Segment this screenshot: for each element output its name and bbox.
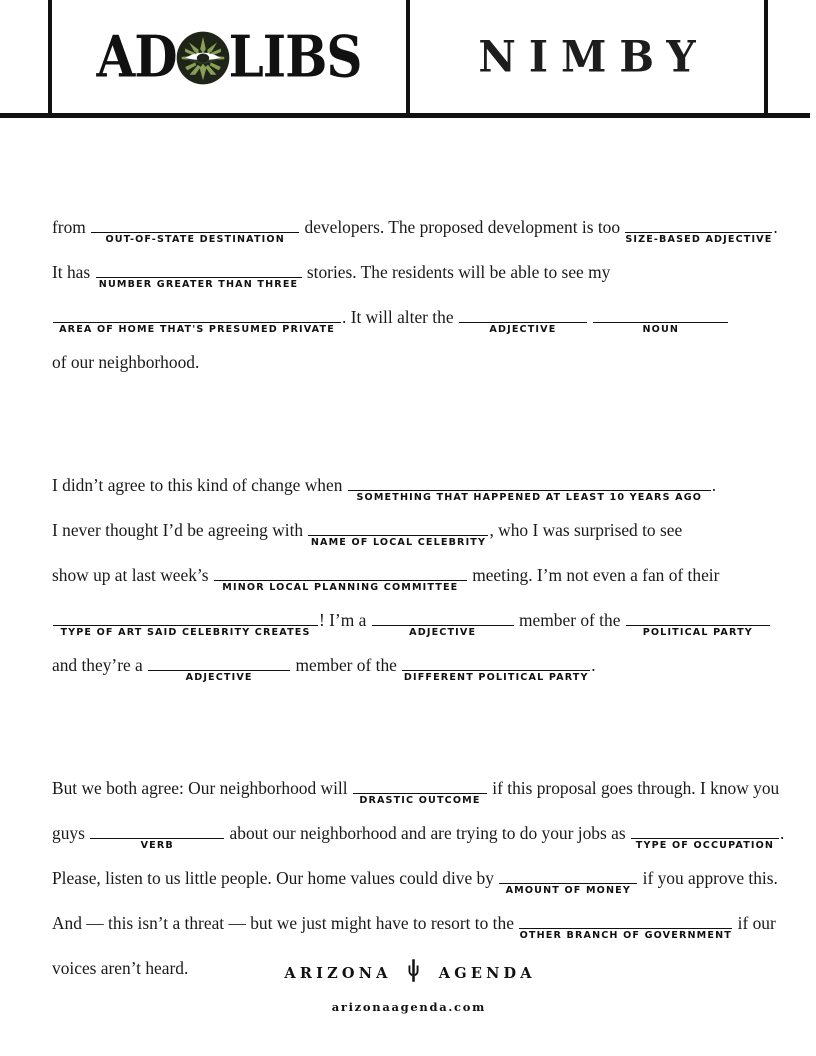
static-text: But we both agree: Our neighborhood will: [52, 778, 352, 798]
adolibs-logo-text-left: AD: [96, 22, 177, 90]
paragraph-1: [0, 116, 816, 385]
cactus-eye-emblem-icon: [175, 30, 231, 86]
fill-in-blank[interactable]: [96, 258, 302, 290]
static-text: It has: [52, 262, 95, 282]
footer-word-left: ARIZONA: [284, 964, 392, 982]
blank-label: DIFFERENT POLITICAL PARTY: [403, 672, 589, 683]
fill-in-blank[interactable]: [499, 864, 637, 896]
static-text: .: [591, 655, 596, 675]
text-line: [52, 475, 717, 503]
text-line: [52, 778, 780, 806]
static-text: member of the: [514, 610, 625, 630]
static-text: And — this isn’t a threat — but we just might have to resort to the: [52, 913, 519, 933]
static-text: developers. The proposed development is too: [300, 217, 625, 237]
fill-in-blank[interactable]: [625, 213, 773, 245]
blank-label: TYPE OF OCCUPATION: [635, 840, 775, 851]
static-text: meeting. I’m not even a fan of their: [467, 565, 720, 585]
blank-label: ADJECTIVE: [185, 672, 253, 683]
fill-in-blank[interactable]: [631, 819, 779, 851]
text-line: [52, 655, 596, 683]
worksheet-title: [410, 0, 764, 113]
page-title: NIMBY: [478, 31, 709, 82]
blank-label: NOUN: [642, 324, 680, 335]
blank-label: SIZE-BASED ADJECTIVE: [625, 234, 773, 245]
fill-in-blank[interactable]: [519, 909, 732, 941]
fill-in-blank[interactable]: [308, 516, 488, 548]
blank-label: SOMETHING THAT HAPPENED AT LEAST 10 YEARS AGO: [356, 492, 703, 503]
fill-in-blank[interactable]: [593, 303, 728, 335]
blank-label: OUT-OF-STATE DESTINATION: [105, 234, 285, 245]
static-text: I didn’t agree to this kind of change when: [52, 475, 347, 495]
text-line: [52, 913, 776, 941]
static-text: of our neighborhood.: [52, 352, 200, 372]
blank-label: AREA OF HOME THAT'S PRESUMED PRIVATE: [59, 324, 335, 335]
fill-in-blank[interactable]: [53, 303, 341, 335]
blank-label: AMOUNT OF MONEY: [505, 885, 631, 896]
blank-label: MINOR LOCAL PLANNING COMMITTEE: [222, 582, 459, 593]
text-line: [52, 217, 778, 245]
static-text: if our: [733, 913, 776, 933]
page-header: [0, 0, 816, 116]
blank-label: OTHER BRANCH OF GOVERNMENT: [519, 930, 732, 941]
static-text: voices aren’t heard.: [52, 958, 189, 978]
text-line: [52, 868, 778, 896]
text-line: [52, 610, 771, 638]
static-text: about our neighborhood and are trying to do your jobs as: [225, 823, 630, 843]
blank-label: NAME OF LOCAL CELEBRITY: [310, 537, 487, 548]
blank-label: ADJECTIVE: [409, 627, 477, 638]
static-text: if you approve this.: [638, 868, 778, 888]
saguaro-cactus-icon: [406, 958, 421, 988]
fill-in-blank[interactable]: [372, 606, 514, 638]
static-text: .: [773, 217, 778, 237]
text-line: [52, 520, 683, 548]
footer-website-url: arizonaagenda.com: [331, 1000, 486, 1014]
page-footer: [0, 958, 816, 1014]
adolibs-logo: [52, 0, 406, 113]
fill-in-blank[interactable]: [626, 606, 770, 638]
footer-word-right: AGENDA: [438, 964, 536, 982]
text-line: [52, 352, 199, 372]
paragraph-3: [0, 688, 816, 991]
blank-label: DRASTIC OUTCOME: [359, 795, 481, 806]
text-line: [52, 565, 720, 593]
static-text: I never thought I’d be agreeing with: [52, 520, 308, 540]
static-text: .: [711, 475, 717, 495]
fill-in-blank[interactable]: [90, 819, 224, 851]
madlib-body: [0, 116, 816, 991]
fill-in-blank[interactable]: [148, 651, 290, 683]
fill-in-blank[interactable]: [402, 651, 590, 683]
static-text: and they’re a: [52, 655, 148, 675]
fill-in-blank[interactable]: [353, 774, 487, 806]
paragraph-2: [0, 385, 816, 688]
fill-in-blank[interactable]: [53, 606, 318, 638]
blank-label: POLITICAL PARTY: [642, 627, 753, 638]
fill-in-blank[interactable]: [459, 303, 587, 335]
static-text: if this proposal goes through. I know you: [487, 778, 780, 798]
blank-label: VERB: [140, 840, 174, 851]
static-text: ! I’m a: [319, 610, 371, 630]
static-text: . It will alter the: [342, 307, 458, 327]
static-text: stories. The residents will be able to see my: [302, 262, 611, 282]
text-line: [52, 262, 611, 290]
static-text: show up at last week’s: [52, 565, 213, 585]
header-divider-right: [764, 0, 768, 113]
adolibs-logo-text-right: LIBS: [228, 22, 362, 90]
blank-label: NUMBER GREATER THAN THREE: [98, 279, 299, 290]
static-text: Please, listen to us little people. Our home values could dive by: [52, 868, 499, 888]
static-text: member of the: [291, 655, 402, 675]
text-line: [52, 823, 785, 851]
static-text: .: [779, 823, 785, 843]
blank-label: ADJECTIVE: [489, 324, 557, 335]
fill-in-blank[interactable]: [348, 471, 711, 503]
static-text: [588, 307, 592, 327]
fill-in-blank[interactable]: [214, 561, 467, 593]
static-text: from: [52, 217, 91, 237]
text-line: [52, 307, 729, 335]
blank-label: TYPE OF ART SAID CELEBRITY CREATES: [60, 627, 311, 638]
fill-in-blank[interactable]: [91, 213, 299, 245]
static-text: , who I was surprised to see: [489, 520, 683, 540]
arizona-agenda-logo: [0, 958, 816, 988]
static-text: guys: [52, 823, 90, 843]
